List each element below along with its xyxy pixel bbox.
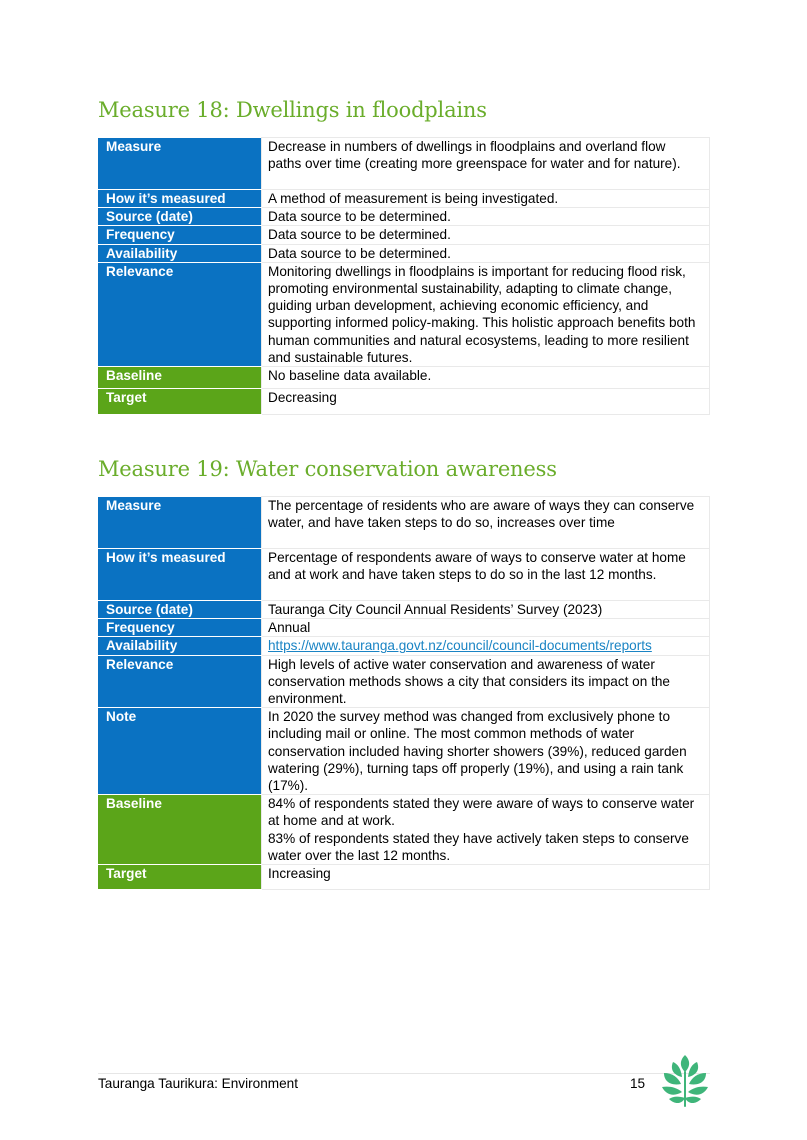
- table-row: [98, 367, 710, 389]
- row-value: Tauranga City Council Annual Residents’ Survey (2023): [262, 601, 710, 619]
- measure-18-table: [98, 137, 710, 415]
- row-label: Target: [98, 389, 262, 415]
- table-row: [98, 795, 710, 865]
- availability-link[interactable]: https://www.tauranga.govt.nz/council/council-documents/reports: [268, 638, 652, 654]
- row-value: A method of measurement is being investigated.: [262, 190, 710, 208]
- row-label: Availability: [98, 637, 262, 655]
- table-row: [98, 208, 710, 226]
- row-label: Relevance: [98, 655, 262, 708]
- table-row: [98, 601, 710, 619]
- row-value: Annual: [262, 619, 710, 637]
- row-value: Monitoring dwellings in floodplains is important for reducing flood risk, promoting environmental sustainability, adapting to climate change, guiding urban development, achieving economic efficiency, and supporting informed policy-making. This holistic approach benefits both human communities and natural ecosystems, leading to more resilient and sustainable futures.: [262, 262, 710, 366]
- table-row: [98, 637, 710, 655]
- table-row: [98, 138, 710, 190]
- row-label: Source (date): [98, 601, 262, 619]
- table-row: [98, 497, 710, 549]
- row-label: Measure: [98, 497, 262, 549]
- table-row: [98, 262, 710, 366]
- row-value: In 2020 the survey method was changed from exclusively phone to including mail or online. The most common methods of water conservation included having shorter showers (39%), reduced garden watering (29%), turning taps off properly (19%), and using a rain tank (17%).: [262, 708, 710, 795]
- row-label: Measure: [98, 138, 262, 190]
- row-value: Decreasing: [262, 389, 710, 415]
- table-row: [98, 619, 710, 637]
- row-label: Frequency: [98, 226, 262, 244]
- row-label: How it’s measured: [98, 549, 262, 601]
- row-label: Relevance: [98, 262, 262, 366]
- row-label: Frequency: [98, 619, 262, 637]
- table-row: [98, 708, 710, 795]
- leaf-logo-icon: [660, 1053, 710, 1109]
- measure-19-heading: Measure 19: Water conservation awareness: [98, 457, 557, 481]
- footer-divider: [98, 1073, 710, 1074]
- row-value: Percentage of respondents aware of ways to conserve water at home and at work and have taken steps to do so in the last 12 months.: [262, 549, 710, 601]
- footer-title: Tauranga Taurikura: Environment: [98, 1076, 298, 1091]
- table-row: [98, 655, 710, 708]
- row-label: Baseline: [98, 795, 262, 865]
- row-label: How it’s measured: [98, 190, 262, 208]
- row-label: Source (date): [98, 208, 262, 226]
- table-row: [98, 226, 710, 244]
- row-value: Increasing: [262, 865, 710, 890]
- row-label: Availability: [98, 244, 262, 262]
- row-value: 84% of respondents stated they were aware of ways to conserve water at home and at work. 83% of respondents stated they have actively taken steps to conserve water over the last 12 months.: [262, 795, 710, 865]
- row-value: High levels of active water conservation and awareness of water conservation methods shows a city that considers its impact on the environment.: [262, 655, 710, 708]
- measure-19-table: [98, 496, 710, 890]
- measure-18-heading: Measure 18: Dwellings in floodplains: [98, 98, 487, 122]
- row-value: No baseline data available.: [262, 367, 710, 389]
- row-label: Target: [98, 865, 262, 890]
- row-value: Data source to be determined.: [262, 226, 710, 244]
- row-value: The percentage of residents who are aware of ways they can conserve water, and have taken steps to do so, increases over time: [262, 497, 710, 549]
- row-label: Baseline: [98, 367, 262, 389]
- table-row: [98, 549, 710, 601]
- row-value: Data source to be determined.: [262, 244, 710, 262]
- row-label: Note: [98, 708, 262, 795]
- row-value: [262, 637, 710, 655]
- row-value: Data source to be determined.: [262, 208, 710, 226]
- page-number: 15: [630, 1076, 646, 1091]
- row-value: Decrease in numbers of dwellings in floodplains and overland flow paths over time (creating more greenspace for water and for nature).: [262, 138, 710, 190]
- table-row: [98, 190, 710, 208]
- table-row: [98, 389, 710, 415]
- table-row: [98, 244, 710, 262]
- table-row: [98, 865, 710, 890]
